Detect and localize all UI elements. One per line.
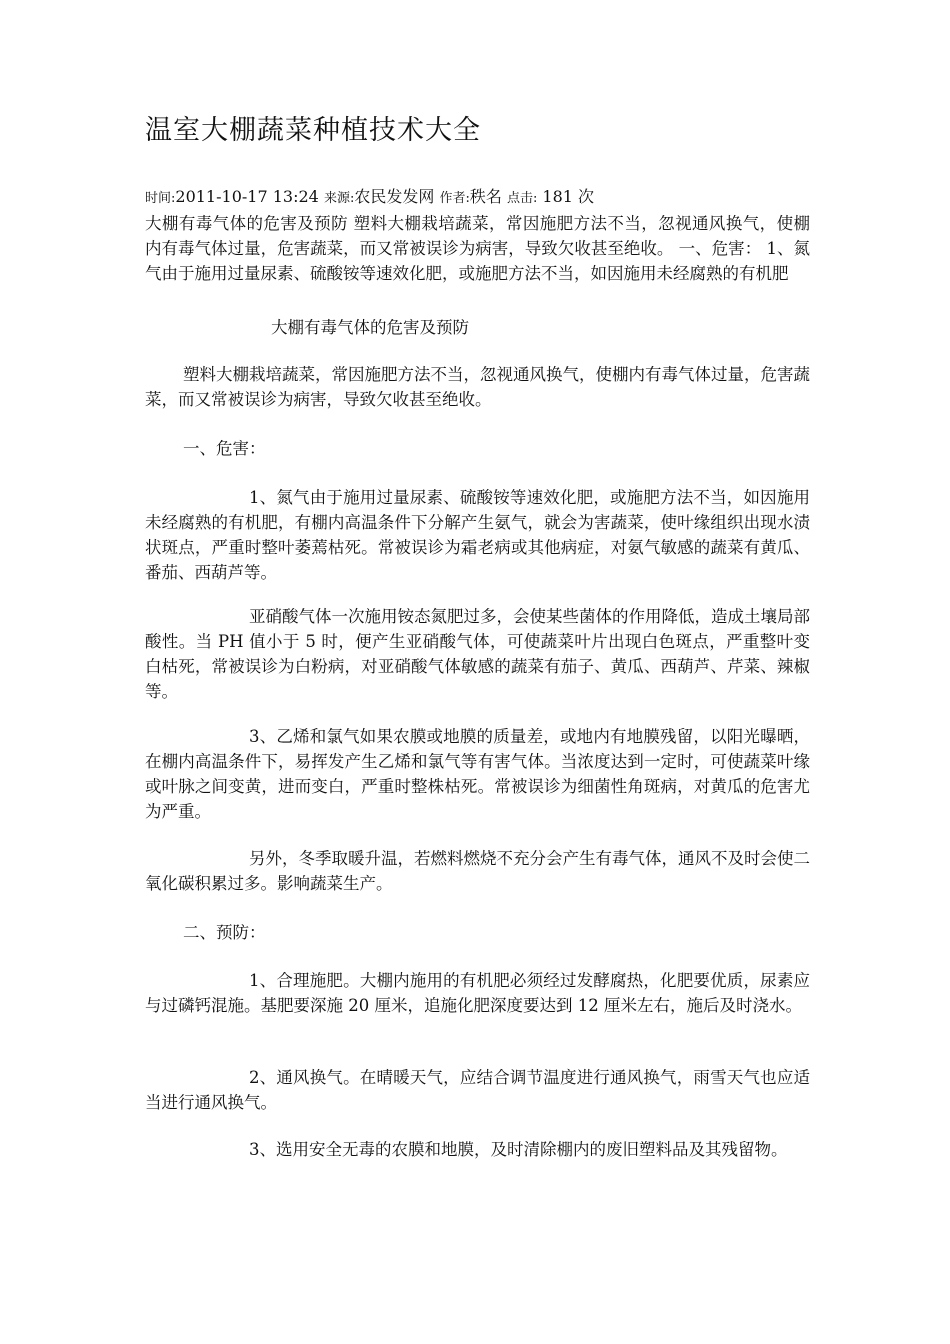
section-subtitle: 大棚有毒气体的危害及预防 — [271, 318, 469, 337]
harm-paragraph-4: 另外，冬季取暖升温，若燃料燃烧不充分会产生有毒气体，通风不及时会使二氧化碳积累过多。影响蔬菜生产。 — [145, 849, 810, 893]
harm-paragraph-2: 亚硝酸气体一次施用铵态氮肥过多，会使某些菌体的作用降低，造成土壤局部酸性。当 PH 值小于 5 时，便产生亚硝酸气体，可使蔬菜叶片出现白色斑点，严重整叶变白枯死，常被误诊为白粉病，对亚硝酸气体敏感的蔬菜有茄子、黄瓜、西葫芦、芹菜、辣椒等。 — [145, 607, 810, 701]
harm-paragraph-1: 1、氮气由于施用过量尿素、硫酸铵等速效化肥，或施肥方法不当，如因施用未经腐熟的有机肥，有棚内高温条件下分解产生氨气，就会为害蔬菜，使叶缘组织出现水渍状斑点，严重时整叶萎蔫枯死。常被误诊为霜老病或其他病症，对氨气敏感的蔬菜有黄瓜、番茄、西葫芦等。 — [145, 488, 810, 582]
harm-paragraph-3: 3、乙烯和氯气如果农膜或地膜的质量差，或地内有地膜残留，以阳光曝晒，在棚内高温条件下，易挥发产生乙烯和氯气等有害气体。当浓度达到一定时，可使蔬菜叶缘或叶脉之间变黄，进而变白，严重时整株枯死。常被误诊为细菌性角斑病，对黄瓜的危害尤为严重。 — [145, 727, 810, 821]
page-title: 温室大棚蔬菜种植技术大全 — [145, 115, 481, 146]
source-label: 来源: — [323, 191, 355, 206]
prevent-paragraph-3: 3、选用安全无毒的农膜和地膜，及时清除棚内的废旧塑料品及其残留物。 — [249, 1140, 788, 1159]
article-summary: 大棚有毒气体的危害及预防 塑料大棚栽培蔬菜，常因施肥方法不当，忽视通风换气，使棚内有毒气体过量，危害蔬菜，而又常被误诊为病害，导致欠收甚至绝收。 一、危害： 1、氮气由于施用过量尿素、硫酸铵等速效化肥，或施肥方法不当，如因施用未经腐熟的有机肥 — [145, 214, 810, 283]
author-label: 作者: — [439, 191, 470, 206]
prevent-paragraph-2: 2、通风换气。在晴暖天气，应结合调节温度进行通风换气，雨雪天气也应适当进行通风换气。 — [145, 1068, 810, 1112]
clicks-value: 181 次 — [542, 187, 595, 206]
section-heading-prevent: 二、预防： — [183, 923, 266, 942]
source-value: 农民发发网 — [354, 187, 435, 206]
prevent-paragraph-1: 1、合理施肥。大棚内施用的有机肥必须经过发酵腐热，化肥要优质，尿素应与过磷钙混施。基肥要深施 20 厘米，追施化肥深度要达到 12 厘米左右，施后及时浇水。 — [145, 971, 810, 1015]
time-label: 时间: — [145, 191, 176, 206]
intro-paragraph: 塑料大棚栽培蔬菜，常因施肥方法不当，忽视通风换气，使棚内有毒气体过量，危害蔬菜，而又常被误诊为病害，导致欠收甚至绝收。 — [145, 365, 810, 409]
article-meta — [145, 186, 594, 210]
time-value: 2011-10-17 13:24 — [175, 187, 319, 206]
author-value: 秩名 — [469, 187, 502, 206]
clicks-label: 点击: — [506, 191, 538, 206]
section-heading-harm: 一、危害： — [183, 439, 266, 458]
